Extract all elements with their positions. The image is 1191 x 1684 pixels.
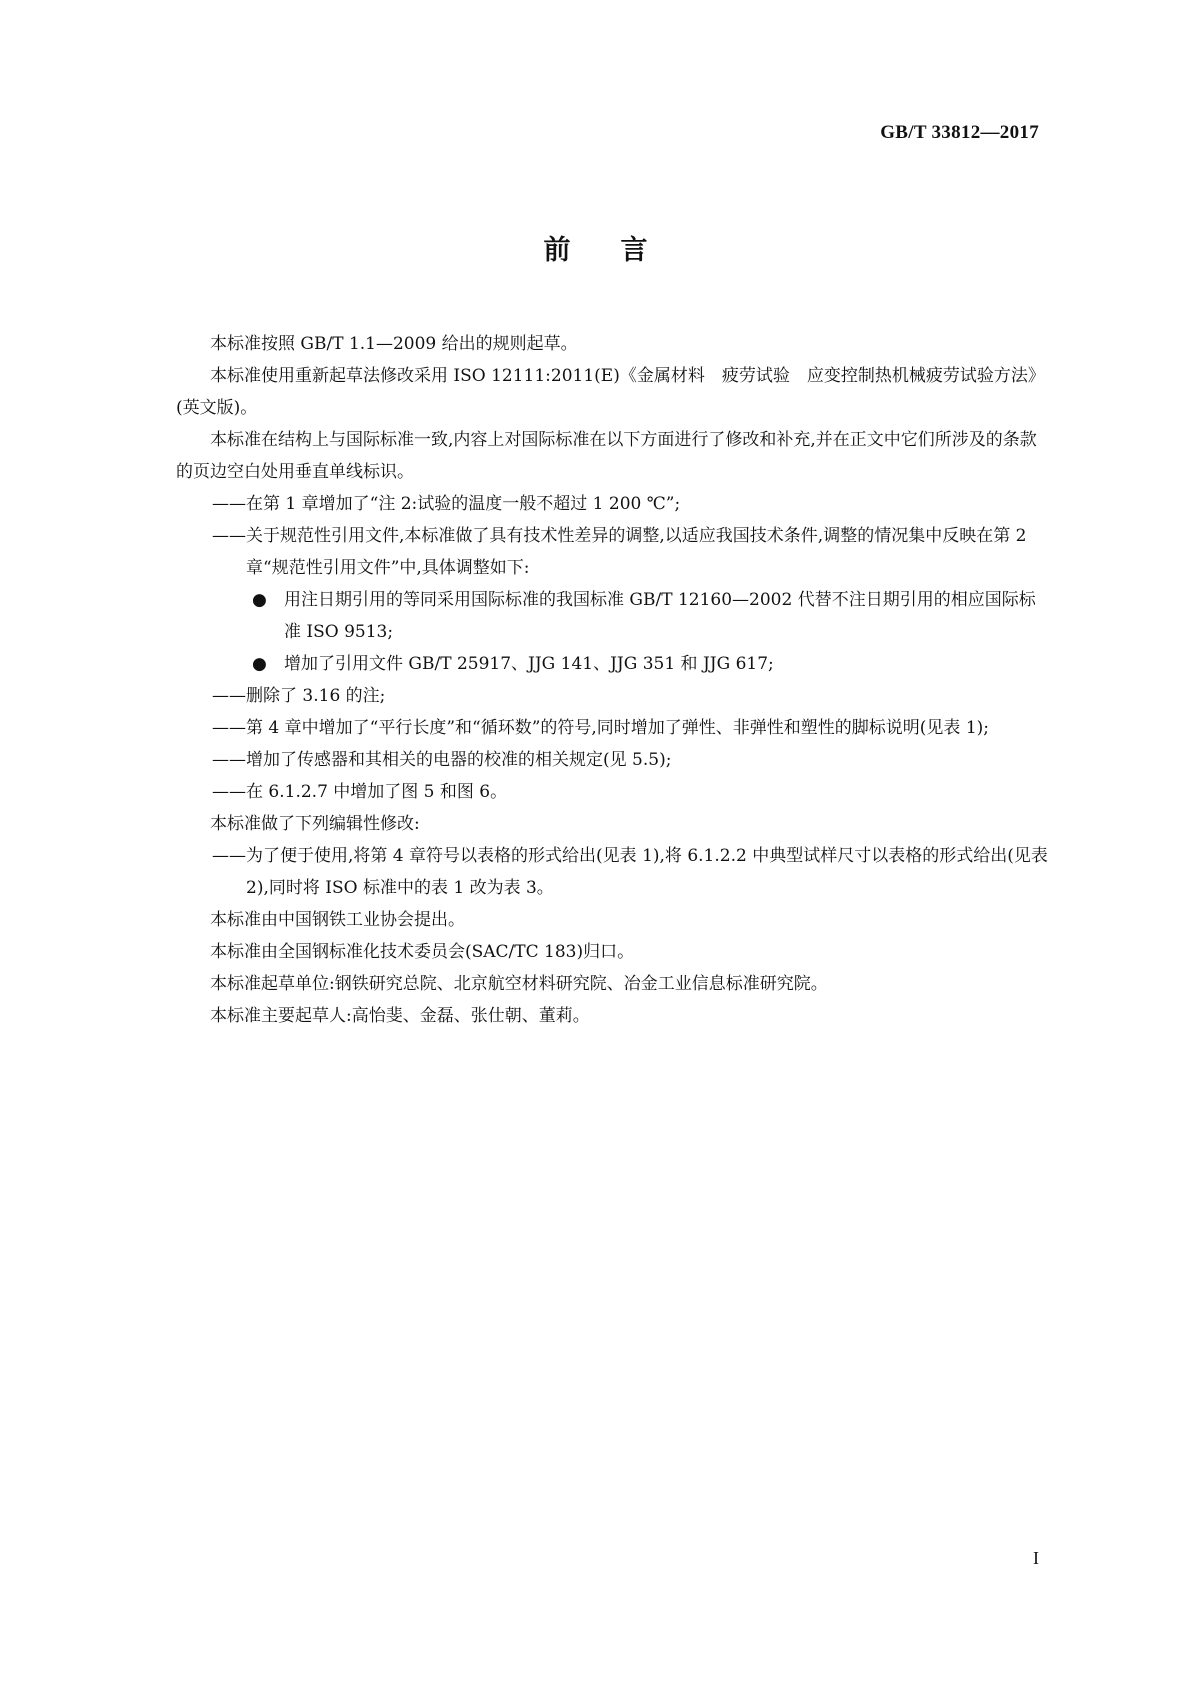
list-item-text: 用注日期引用的等同采用国际标准的我国标准 GB/T 12160—2002 代替不注日期引用的相应国际标准 ISO 9513; [284,590,1036,642]
paragraph-drafters: 本标准主要起草人:高怡斐、金磊、张仕朝、董莉。 [210,1006,590,1026]
dash-mark: —— [212,782,246,802]
paragraph-drafting-rules: 本标准按照 GB/T 1.1—2009 给出的规则起草。 [210,334,578,354]
list-item [212,776,1051,808]
list-item [212,584,1051,648]
paragraph-proposer: 本标准由中国钢铁工业协会提出。 [210,910,465,930]
dash-mark: —— [212,846,246,866]
page-number: I [1033,1548,1039,1568]
list-item [212,488,1051,520]
paragraph-modifications-intro: 本标准在结构上与国际标准一致,内容上对国际标准在以下方面进行了修改和补充,并在正文中它们所涉及的条款的页边空白处用垂直单线标识。 [176,430,1037,482]
dash-mark: —— [212,750,246,770]
list-item [212,744,1051,776]
list-item [212,680,1051,712]
list-item-text: 在第 1 章增加了“注 2:试验的温度一般不超过 1 200 ℃”; [246,494,681,514]
paragraph-adoption-method: 本标准使用重新起草法修改采用 ISO 12111:2011(E)《金属材料 疲劳试验 应变控制热机械疲劳试验方法》(英文版)。 [176,366,1045,418]
bullet-mark: ● [252,654,267,674]
list-item-text: 为了便于使用,将第 4 章符号以表格的形式给出(见表 1),将 6.1.2.2 中典型试样尺寸以表格的形式给出(见表 2),同时将 ISO 标准中的表 1 改为表 3。 [246,846,1048,898]
dash-mark: —— [212,718,246,738]
list-item-text: 关于规范性引用文件,本标准做了具有技术性差异的调整,以适应我国技术条件,调整的情况集中反映在第 2 章“规范性引用文件”中,具体调整如下: [246,526,1027,578]
paragraph-committee: 本标准由全国钢标准化技术委员会(SAC/TC 183)归口。 [210,942,635,962]
foreword-body [176,328,1051,1032]
list-item-text: 增加了传感器和其相关的电器的校准的相关规定(见 5.5); [246,750,672,770]
list-item [212,712,1051,744]
paragraph-editorial-intro: 本标准做了下列编辑性修改: [210,814,420,834]
list-item-text: 增加了引用文件 GB/T 25917、JJG 141、JJG 351 和 JJG 617; [284,654,774,674]
list-item [212,520,1051,584]
editorial-changes-list [176,840,1051,904]
dash-mark: —— [212,526,246,546]
dash-mark: —— [212,686,246,706]
bullet-mark: ● [252,590,267,610]
list-item-text: 在 6.1.2.7 中增加了图 5 和图 6。 [246,782,508,802]
paragraph-drafting-units: 本标准起草单位:钢铁研究总院、北京航空材料研究院、冶金工业信息标准研究院。 [210,974,828,994]
standard-code: GB/T 33812—2017 [880,122,1039,143]
list-item [212,648,1051,680]
technical-changes-list [176,488,1051,808]
list-item-text: 第 4 章中增加了“平行长度”和“循环数”的符号,同时增加了弹性、非弹性和塑性的脚标说明(见表 1); [246,718,990,738]
page-title: 前言 [543,235,698,266]
list-item [212,840,1051,904]
dash-mark: —— [212,494,246,514]
list-item-text: 删除了 3.16 的注; [246,686,386,706]
